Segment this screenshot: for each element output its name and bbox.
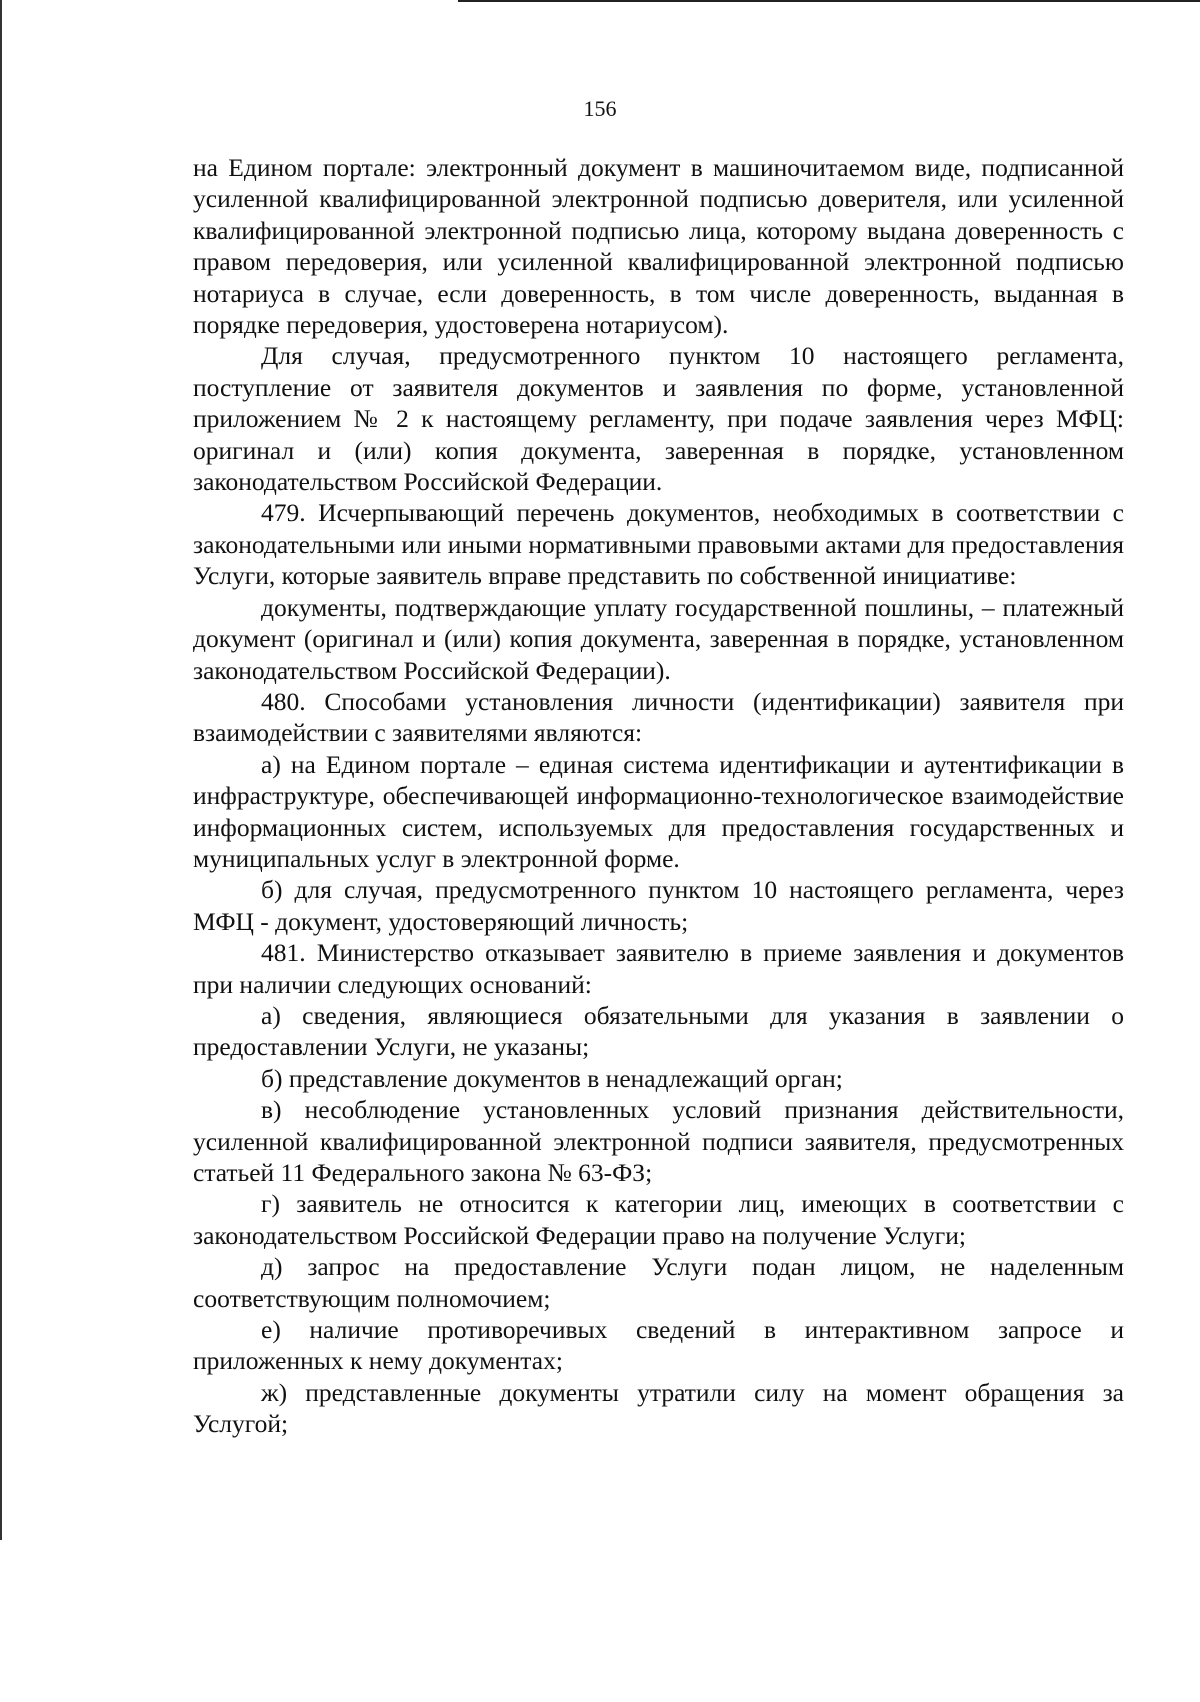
paragraph: 480. Способами установления личности (идентификации) заявителя при взаимодействии с заявителями являются: (193, 686, 1124, 748)
page-number: 156 (583, 96, 617, 121)
paragraph: а) на Едином портале – единая система идентификации и аутентификации в инфраструктуре, обеспечивающей информационно-технологическое взаимодействие информационных систем, используемых для предоставления государственных и муниципальных услуг в электронной форме. (193, 749, 1124, 873)
paragraph: документы, подтверждающие уплату государственной пошлины, – платежный документ (оригинал и (или) копия документа, заверенная в порядке, установленном законодательством Российской Федерации). (193, 592, 1124, 685)
paragraph: а) сведения, являющиеся обязательными для указания в заявлении о предоставлении Услуги, не указаны; (193, 1000, 1124, 1062)
paragraph: Для случая, предусмотренного пунктом 10 настоящего регламента, поступление от заявителя документов и заявления по форме, установленной приложением № 2 к настоящему регламенту, при подаче заявления через МФЦ: оригинал и (или) копия документа, заверенная в порядке, установленном законодательством Российской Федерации. (193, 341, 1124, 497)
paragraph: 479. Исчерпывающий перечень документов, необходимых в соответствии с законодательными или иными нормативными правовыми актами для предоставления Услуги, которые заявитель вправе представить по собственной инициативе: (193, 498, 1124, 591)
paragraph: 481. Министерство отказывает заявителю в приеме заявления и документов при наличии следующих оснований: (193, 938, 1124, 999)
paragraph: в) несоблюдение установленных условий признания действительности, усиленной квалифицированной электронной подписи заявителя, предусмотренных статьей 11 Федерального закона № 63-ФЗ; (193, 1095, 1124, 1187)
paragraph: б) представление документов в ненадлежащий орган; (261, 1063, 843, 1093)
paragraph: б) для случая, предусмотренного пунктом 10 настоящего регламента, через МФЦ - документ, удостоверяющий личность; (193, 875, 1124, 936)
paragraph: ж) представленные документы утратили силу на момент обращения за Услугой; (193, 1377, 1124, 1439)
paragraph: д) запрос на предоставление Услуги подан лицом, не наделенным соответствующим полномочием; (193, 1252, 1124, 1313)
paragraph: е) наличие противоречивых сведений в интерактивном запросе и приложенных к нему документах; (193, 1315, 1124, 1376)
scan-edge-top (458, 0, 1200, 2)
document-body (193, 152, 1124, 1440)
scan-edge-left (0, 0, 2, 1540)
paragraph: г) заявитель не относится к категории лиц, имеющих в соответствии с законодательством Российской Федерации право на получение Услуги; (193, 1189, 1124, 1250)
paragraph: на Едином портале: электронный документ в машиночитаемом виде, подписанной усиленной квалифицированной электронной подписью доверителя, или усиленной квалифицированной электронной подписью лица, которому выдана доверенность с правом передоверия, или усиленной квалифицированной электронной подписью нотариуса в случае, если доверенность, в том числе доверенность, выданная в порядке передоверия, удостоверена нотариусом). (193, 153, 1124, 340)
